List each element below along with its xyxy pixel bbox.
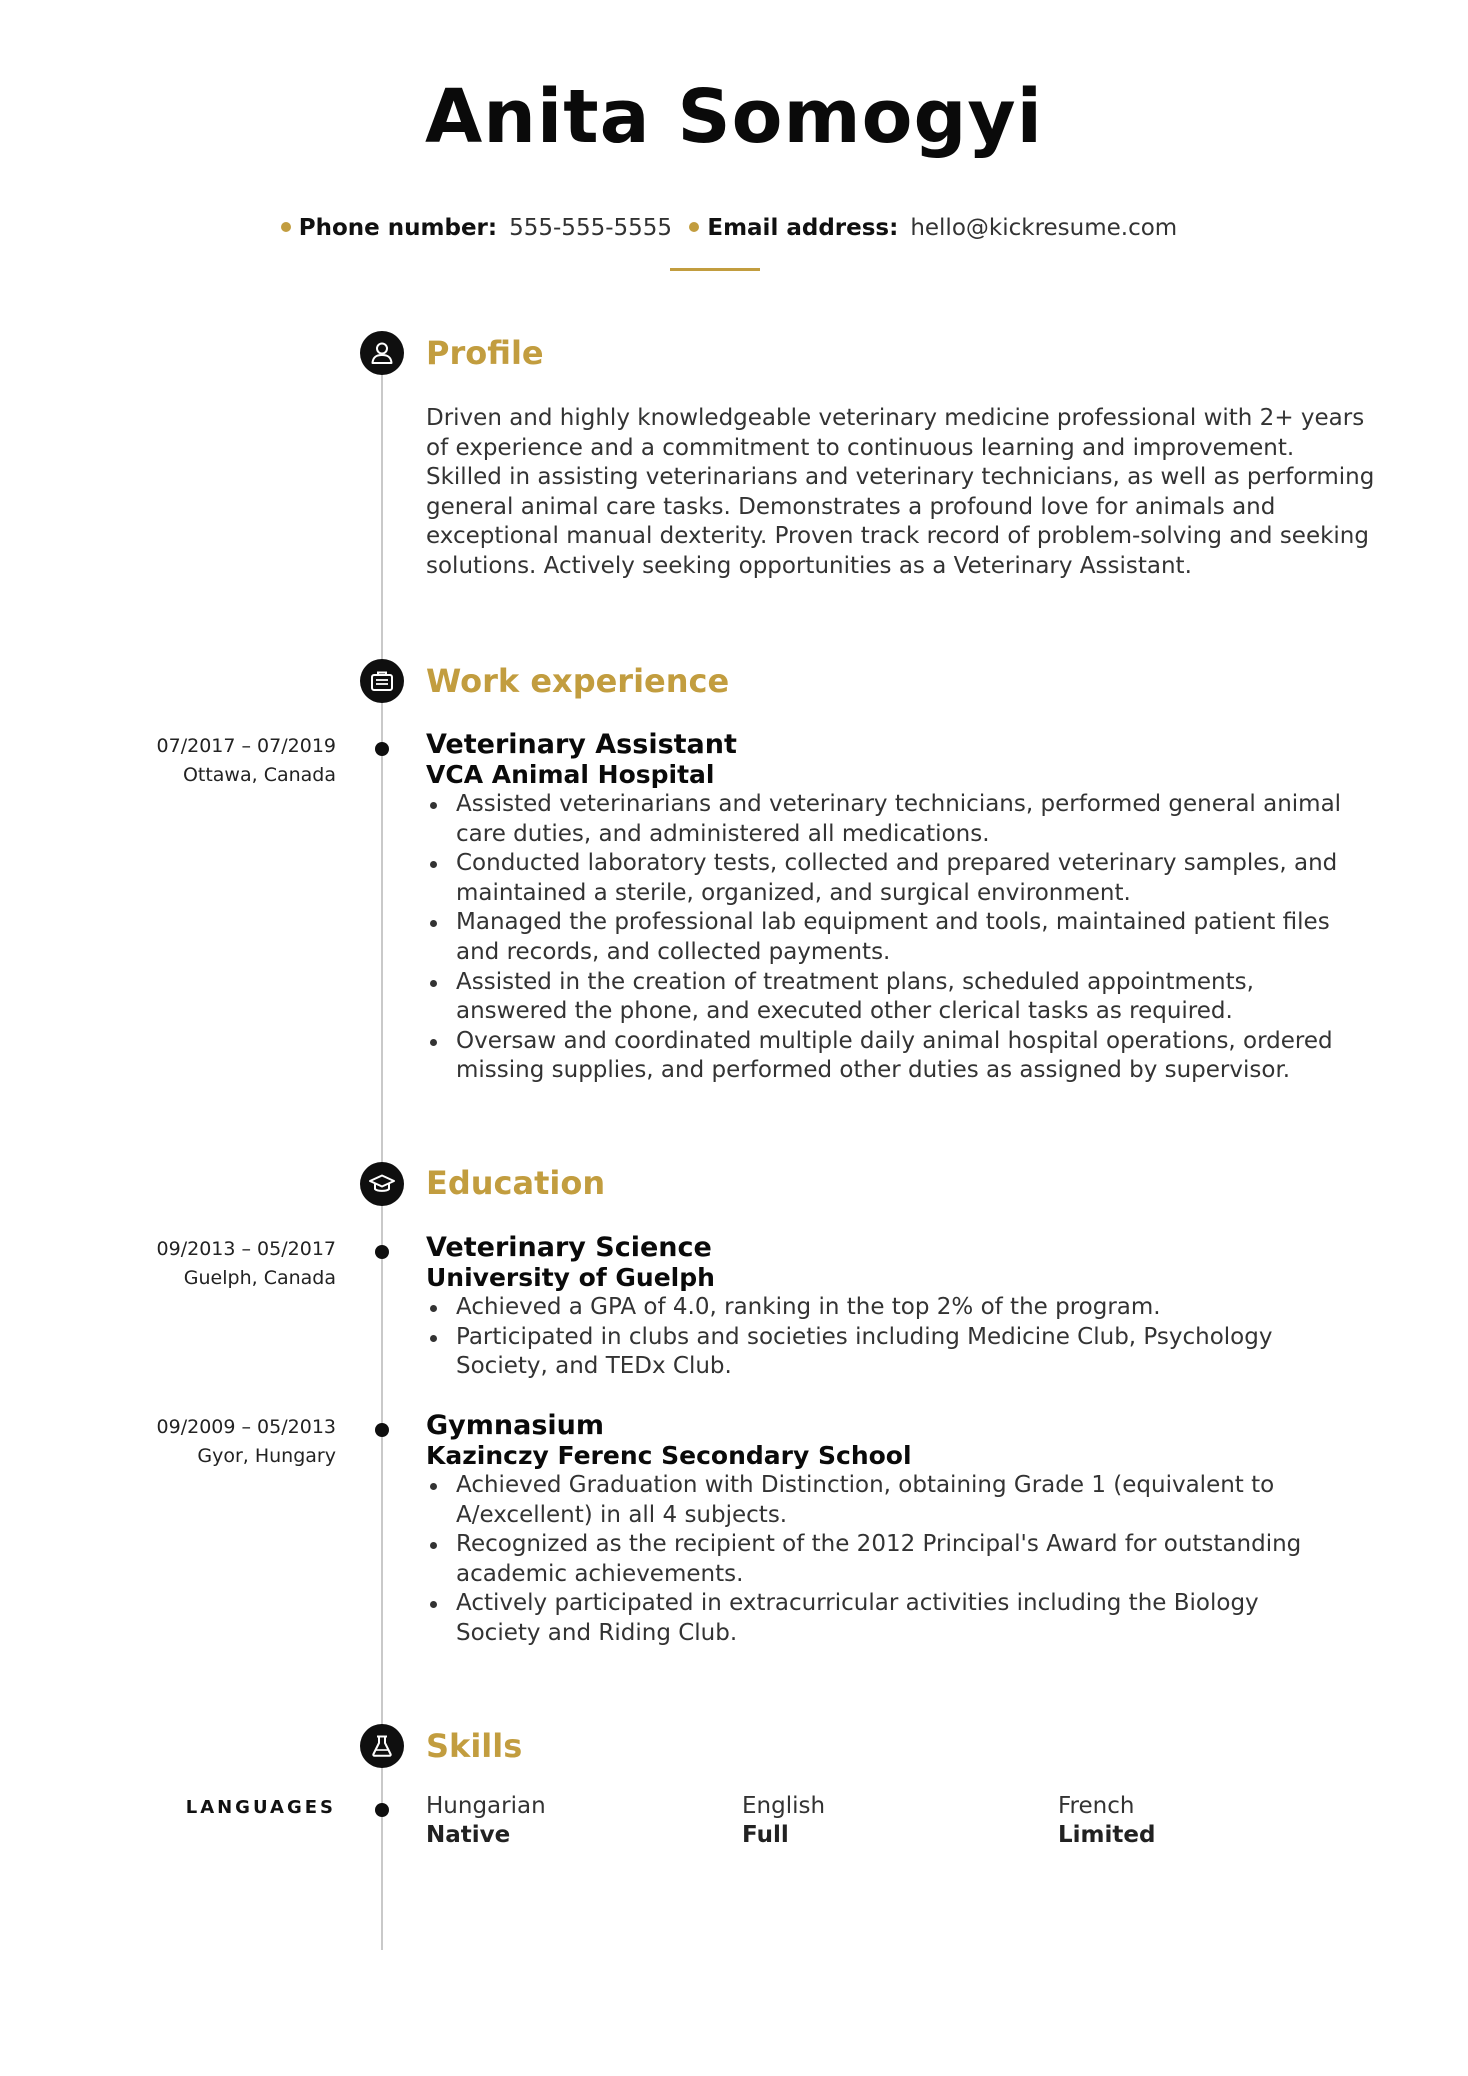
email-label: Email address:: [707, 215, 899, 241]
timeline-line: [381, 352, 383, 1950]
entry-role: Veterinary Science: [426, 1232, 712, 1263]
section-title-education: Education: [426, 1164, 606, 1202]
entry-organization: Kazinczy Ferenc Secondary School: [426, 1441, 912, 1470]
language-name: English: [742, 1793, 826, 1819]
contact-line: [0, 214, 1468, 242]
language-item: [426, 1792, 726, 1850]
timeline-dot: [375, 742, 389, 756]
list-item: Assisted veterinarians and veterinary technicians, performed general animal care duties, and administered all medications.: [426, 790, 1346, 849]
entry-meta: [0, 732, 336, 790]
flask-icon: [360, 1724, 404, 1768]
entry-dates: 07/2017 – 07/2019: [156, 735, 336, 757]
list-item: Achieved Graduation with Distinction, obtaining Grade 1 (equivalent to A/excellent) in all 4 subjects.: [426, 1471, 1346, 1530]
language-level: Native: [426, 1822, 511, 1848]
entry-location: Gyor, Hungary: [197, 1445, 336, 1467]
profile-summary: Driven and highly knowledgeable veterinary medicine professional with 2+ years of experience and a commitment to continuous learning and improvement. Skilled in assisting veterinarians and veterinary technicians, as well as performing general animal care tasks. Demonstrates a profound love for animals and exceptional manual dexterity. Proven track record of problem-solving and seeking solutions. Actively seeking opportunities as a Veterinary Assistant.: [426, 405, 1375, 579]
email-address: hello@kickresume.com: [910, 215, 1178, 241]
section-title-skills: Skills: [426, 1727, 523, 1765]
phone-number: 555-555-5555: [509, 215, 673, 241]
timeline-dot: [375, 1423, 389, 1437]
bullet-dot: [281, 222, 291, 232]
entry-meta: [0, 1235, 336, 1293]
language-level: Limited: [1058, 1822, 1156, 1848]
timeline-dot: [375, 1245, 389, 1259]
list-item: Participated in clubs and societies including Medicine Club, Psychology Society, and TEDx Club.: [426, 1323, 1346, 1382]
entry-dates: 09/2009 – 05/2013: [156, 1416, 336, 1438]
list-item: Recognized as the recipient of the 2012 Principal's Award for outstanding academic achievements.: [426, 1530, 1346, 1589]
entry-role: Veterinary Assistant: [426, 729, 737, 760]
skill-category-label: LANGUAGES: [185, 1797, 336, 1818]
entry-location: Ottawa, Canada: [182, 764, 336, 786]
entry-bullets: [426, 1471, 1346, 1649]
list-item: Oversaw and coordinated multiple daily animal hospital operations, ordered missing supplies, and performed other duties as assigned by supervisor.: [426, 1027, 1346, 1086]
section-title-profile: Profile: [426, 334, 544, 372]
list-item: Achieved a GPA of 4.0, ranking in the top 2% of the program.: [426, 1293, 1346, 1323]
entry-organization: University of Guelph: [426, 1263, 715, 1292]
language-level: Full: [742, 1822, 789, 1848]
language-name: Hungarian: [426, 1793, 546, 1819]
graduation-cap-icon: [360, 1162, 404, 1206]
person-icon: [360, 331, 404, 375]
education-entry: [426, 1233, 1346, 1382]
list-item: Managed the professional lab equipment and tools, maintained patient files and records, and collected payments.: [426, 908, 1346, 967]
language-item: [742, 1792, 1042, 1850]
language-item: [1058, 1792, 1358, 1850]
candidate-name: Anita Somogyi: [424, 74, 1044, 160]
phone-label: Phone number:: [298, 215, 498, 241]
list-item: Conducted laboratory tests, collected and prepared veterinary samples, and maintained a sterile, organized, and surgical environment.: [426, 849, 1346, 908]
bullet-dot: [689, 222, 699, 232]
entry-bullets: [426, 790, 1346, 1086]
entry-role: Gymnasium: [426, 1410, 605, 1441]
header-divider: [670, 268, 760, 271]
entry-meta: [0, 1413, 336, 1471]
entry-location: Guelph, Canada: [183, 1267, 336, 1289]
list-item: Assisted in the creation of treatment plans, scheduled appointments, answered the phone, and executed other clerical tasks as required.: [426, 968, 1346, 1027]
timeline-dot: [375, 1803, 389, 1817]
education-entry: [426, 1411, 1346, 1649]
list-item: Actively participated in extracurricular activities including the Biology Society and Riding Club.: [426, 1589, 1346, 1648]
entry-bullets: [426, 1293, 1346, 1382]
language-name: French: [1058, 1793, 1135, 1819]
section-title-work: Work experience: [426, 662, 730, 700]
entry-organization: VCA Animal Hospital: [426, 760, 715, 789]
briefcase-icon: [360, 659, 404, 703]
entry-dates: 09/2013 – 05/2017: [156, 1238, 336, 1260]
work-entry: [426, 730, 1346, 1086]
